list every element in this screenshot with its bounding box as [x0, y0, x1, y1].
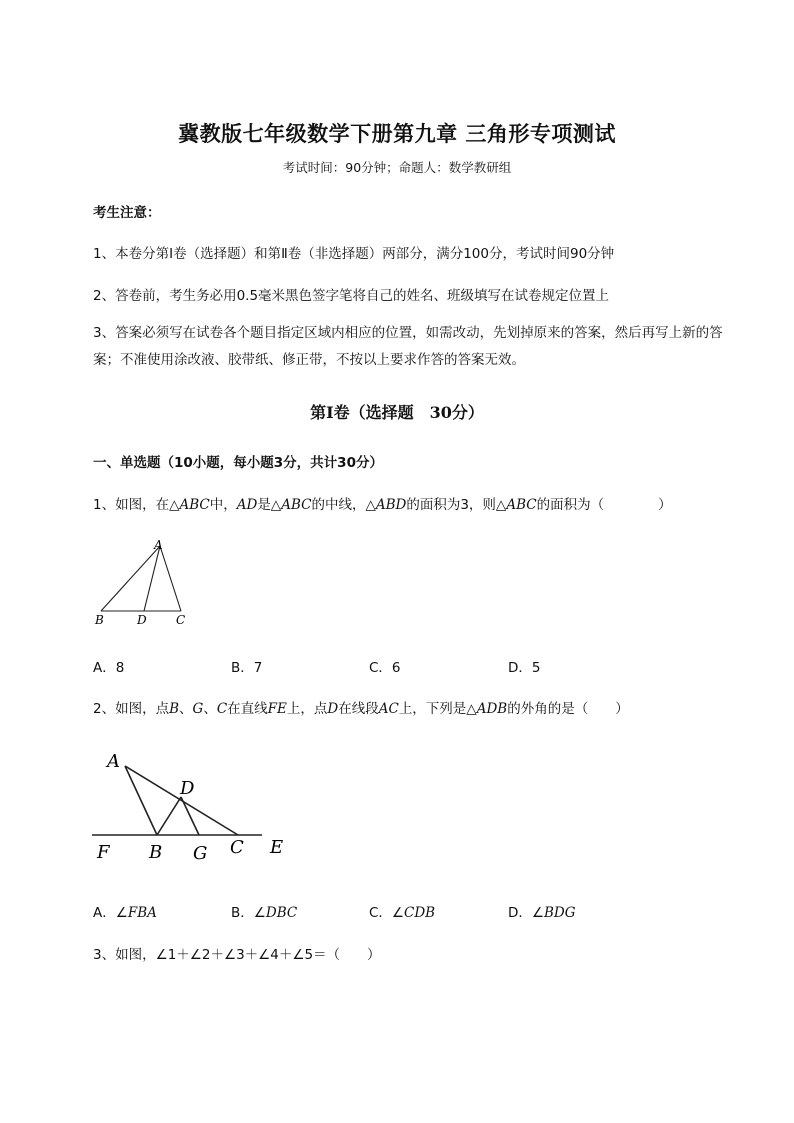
- segment-ac: [160, 546, 181, 611]
- label-f: F: [97, 842, 110, 863]
- label-b: B: [95, 613, 104, 627]
- q1-option-c[interactable]: C．6: [369, 660, 401, 676]
- segment-ab: [101, 546, 160, 611]
- question-2-figure: [88, 745, 298, 867]
- q2-option-c[interactable]: C．∠CDB: [369, 905, 436, 921]
- page-title: 冀教版七年级数学下册第九章 三角形专项测试: [178, 121, 616, 146]
- q1-option-d[interactable]: D．5: [508, 660, 541, 676]
- label-c: C: [176, 613, 186, 627]
- notice-item-2: 2、答卷前，考生务必用0.5毫米黑色签字笔将自己的姓名、班级填写在试卷规定位置上: [93, 288, 610, 304]
- label-d: D: [180, 778, 195, 799]
- question-1-figure: [90, 535, 200, 630]
- q1-option-a[interactable]: A．8: [93, 660, 125, 676]
- q2-option-d[interactable]: D．∠BDG: [508, 905, 576, 921]
- segment-dg: [181, 797, 199, 835]
- question-2-stem: 2、如图，点B、G、C在直线FE上，点D在线段AC上，下列是△ADB的外角的是（ ）: [93, 701, 629, 717]
- section-title: 第I卷（选择题 30分）: [310, 403, 484, 422]
- question-3-stem: 3、如图，∠1＋∠2＋∠3＋∠4＋∠5＝（ ）: [93, 947, 381, 963]
- segment-bd: [157, 797, 181, 835]
- label-b: B: [149, 842, 163, 863]
- part-heading: 一、单选题（10小题，每小题3分，共计30分）: [93, 455, 383, 471]
- label-a: A: [107, 751, 120, 772]
- page-subtitle: 考试时间：90分钟；命题人：数学教研组: [282, 160, 512, 175]
- question-1-stem: 1、如图，在△ABC中，AD是△ABC的中线，△ABD的面积为3，则△ABC的面积为（ ）: [93, 497, 672, 513]
- q2-option-a[interactable]: A．∠FBA: [93, 905, 157, 921]
- label-g: G: [193, 843, 208, 864]
- segment-ad: [144, 546, 160, 611]
- q1-option-b[interactable]: B．7: [231, 660, 263, 676]
- q2-option-b[interactable]: B．∠DBC: [231, 905, 298, 921]
- label-e: E: [270, 837, 284, 858]
- notice-item-1: 1、本卷分第I卷（选择题）和第Ⅱ卷（非选择题）两部分，满分100分，考试时间90分钟: [93, 246, 615, 262]
- label-d: D: [137, 613, 147, 627]
- label-c: C: [230, 837, 244, 858]
- label-a: A: [154, 538, 163, 552]
- notice-heading: 考生注意：: [93, 205, 161, 221]
- notice-item-3: 3、答案必须写在试卷各个题目指定区域内相应的位置，如需改动，先划掉原来的答案，然后再写上新的答案；不准使用涂改液、胶带纸、修正带，不按以上要求作答的答案无效。: [93, 325, 723, 368]
- segment-ac: [125, 766, 238, 835]
